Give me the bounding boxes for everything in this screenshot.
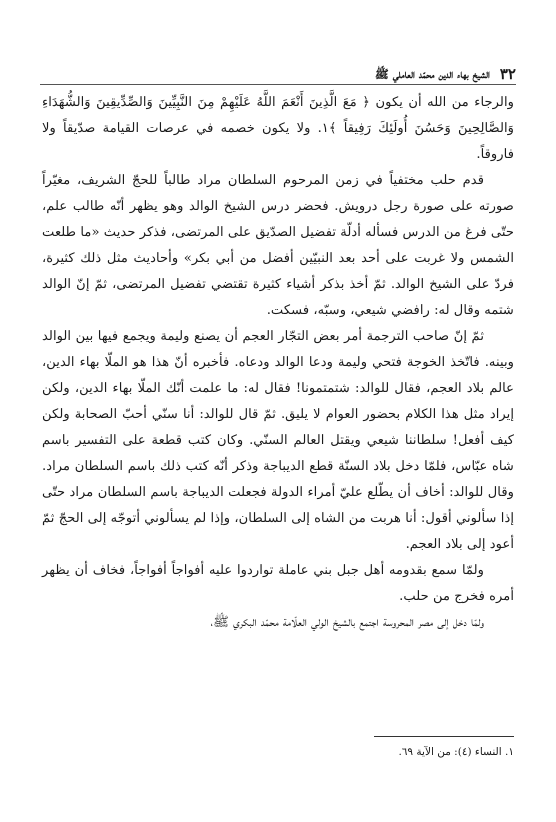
paragraph-1: والرجاء من الله أن يكون ﴿ مَعَ الَّذِينَ أَنْعَمَ اللَّهُ عَلَيْهِمْ مِنَ النَّبِيِّينَ وَالصِّدِّيقِينَ وَالشُّهَدَاءِ وَالصَّالِحِينَ وَحَسُنَ أُولَئِكَ رَفِيقاً ﴾١. ولا يكون خصمه في عرصات القيامة صدّيقاً ولا فاروقاً. [42,95,515,162]
paragraph-4: ولمّا سمع بقدومه أهل جبل بني عاملة تواردوا عليه أفواجاً أفواجاً، فخاف أن يظهر أمره فخرج من حلب. [42,563,514,604]
page-number: ٣٢ [499,65,516,83]
footnote: ١. النساء (٤): من الآية ٦٩. [398,746,514,758]
paragraph-5: ولمّا دخل إلى مصر المحروسة اجتمع بالشيخ الولي العلّامة محمّد البكري ﷺ، [210,615,484,630]
running-title: الشيخ بهاء الدين محمّد العاملي ﷺ [374,67,490,81]
paragraph-2: قدم حلب مختفياً في زمن المرحوم السلطان مراد طالباً للحجّ الشريف، مغيّراً صورته على صورة رجل درويش. فحضر درس الشيخ الوالد وهو يظهر أنّه طالب علم، حتّى فرغ من الدرس فسأله أدلّة تفضيل الصدّيق على المرتضى، فذكر حديث «ما طلعت الشمس ولا غربت على أحد بعد النبيّين أفضل من أبي بكر» وأحاديث مثل ذلك كثيرة، فردّ على الشيخ الوالد. ثمّ أخذ بذكر أشياء كثيرة تقتضي تفضيل المرتضى، ثمّ إنّ الوالد شتمه وقال له: رافضي شيعي، وسبّه، فسكت. [42,173,514,318]
footnote-divider [374,736,514,737]
paragraph-3: ثمّ إنّ صاحب الترجمة أمر بعض التجّار العجم أن يصنع وليمة ويجمع فيها بين الوالد وبينه. فاتّخذ الخوجة فتحي وليمة ودعا الوالد ودعاه. فأخبره أنّ هذا هو الملّا بهاء الدين، عالم بلاد العجم، فقال للوالد: شتمتمونا! فقال له: ما علمت أنّك الملّا بهاء الدين، ولكن إيراد مثل هذا الكلام بحضور العوام لا يليق. ثمّ قال للوالد: أنا سنّي أحبّ الصحابة ولكن كيف أفعل! سلطاننا شيعي ويقتل العالم السنّي. وكان كتب قطعة على التفسير باسم شاه عبّاس، فلمّا دخل بلاد السنّة قطع الديباجة وذكر أنّه كتب ذلك باسم السلطان مراد. وقال للوالد: أخاف أن يطّلع عليّ أمراء الدولة فجعلت الديباجة باسم السلطان مراد حتّى إذا سألوني أقول: أنا هربت من الشاه إلى السلطان، وإذا لم يسألوني أتوجّه إلى الحجّ ثمّ أعود إلى بلاد العجم. [42,329,514,552]
page-header [40,62,516,85]
body-text [42,90,514,636]
